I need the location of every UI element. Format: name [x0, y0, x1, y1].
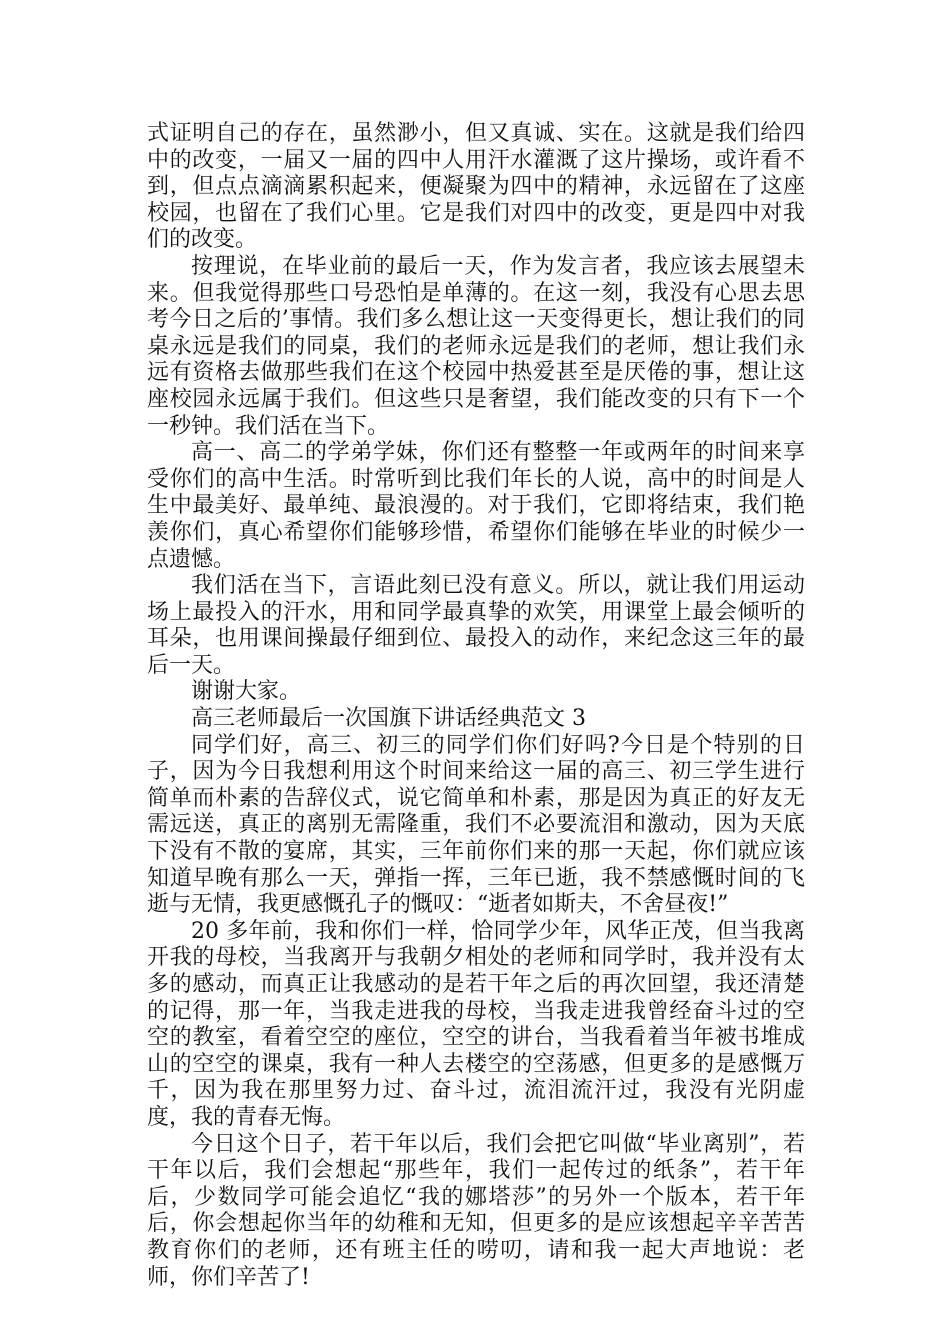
paragraph-memory: 20 多年前，我和你们一样，恰同学少年，风华正茂，但当我离开我的母校，当我离开与我朝夕相处的老师和同学时，我并没有太多的感动，而真正让我感动的是若干年之后的再次回望，我还清楚的记得，那一年，当我走进我的母校，当我走进我曾经奋斗过的空空的教室，看着空空的座位，空空的讲台，当我看着当年被书堆成山的空空的课桌，我有一种人去楼空的空荡感，但更多的是感慨万千，因为我在那里努力过、奋斗过，流泪流汗过，我没有光阴虚度，我的青春无悔。 [147, 918, 805, 1130]
paragraph-present: 我们活在当下，言语此刻已没有意义。所以，就让我们用运动场上最投入的汗水，用和同学最真挚的欢笑，用课堂上最会倾听的耳朵，也用课间操最仔细到位、最投入的动作，来纪念这三年的最后一天。 [147, 573, 805, 678]
paragraph-future: 按理说，在毕业前的最后一天，作为发言者，我应该去展望未来。但我觉得那些口号恐怕是单薄的。在这一刻，我没有心思去思考今日之后的’事情。我们多么想让这一天变得更长，想让我们的同桌永远是我们的同桌，我们的老师永远是我们的老师，想让我们永远有资格去做那些我们在这个校园中热爱甚至是厌倦的事，想让这座校园永远属于我们。但这些只是奢望，我们能改变的只有下一个一秒钟。我们活在当下。 [147, 253, 805, 439]
document-body [147, 121, 805, 1291]
paragraph-greeting: 同学们好，高三、初三的同学们你们好吗?今日是个特别的日子，因为今日我想利用这个时间来给这一届的高三、初三学生进行简单而朴素的告辞仪式，说它简单和朴素，那是因为真正的好友无需远送，真正的离别无需隆重，我们不必要流泪和激动，因为天底下没有不散的宴席，其实，三年前你们来的那一天起，你们就应该知道早晚有那么一天，弹指一挥，三年已逝，我不禁感慨时间的飞逝与无情，我更感慨孔子的慨叹：“逝者如斯夫，不舍昼夜!” [147, 732, 805, 918]
paragraph-continuation: 式证明自己的存在，虽然渺小，但又真诚、实在。这就是我们给四中的改变，一届又一届的四中人用汗水灌溉了这片操场，或许看不到，但点点滴滴累积起来，便凝聚为四中的精神，永远留在了这座校园，也留在了我们心里。它是我们对四中的改变，更是四中对我们的改变。 [147, 121, 805, 253]
section-heading: 高三老师最后一次国旗下讲话经典范文 3 [191, 706, 586, 732]
paragraph-farewell: 今日这个日子，若干年以后，我们会把它叫做“毕业离别”，若干年以后，我们会想起“那些年，我们一起传过的纸条”，若干年后，少数同学可能会追忆“我的娜塔莎”的另外一个版本，若干年后，你会想起你当年的幼稚和无知，但更多的是应该想起辛辛苦苦教育你们的老师，还有班主任的唠叨，请和我一起大声地说：老师，你们辛苦了! [147, 1131, 805, 1290]
paragraph-juniors: 高一、高二的学弟学妹，你们还有整整一年或两年的时间来享受你们的高中生活。时常听到比我们年长的人说，高中的时间是人生中最美好、最单纯、最浪漫的。对于我们，它即将结束，我们艳羡你们，真心希望你们能够珍惜，希望你们能够在毕业的时候少一点遗憾。 [147, 440, 805, 572]
paragraph-thanks: 谢谢大家。 [191, 679, 302, 705]
